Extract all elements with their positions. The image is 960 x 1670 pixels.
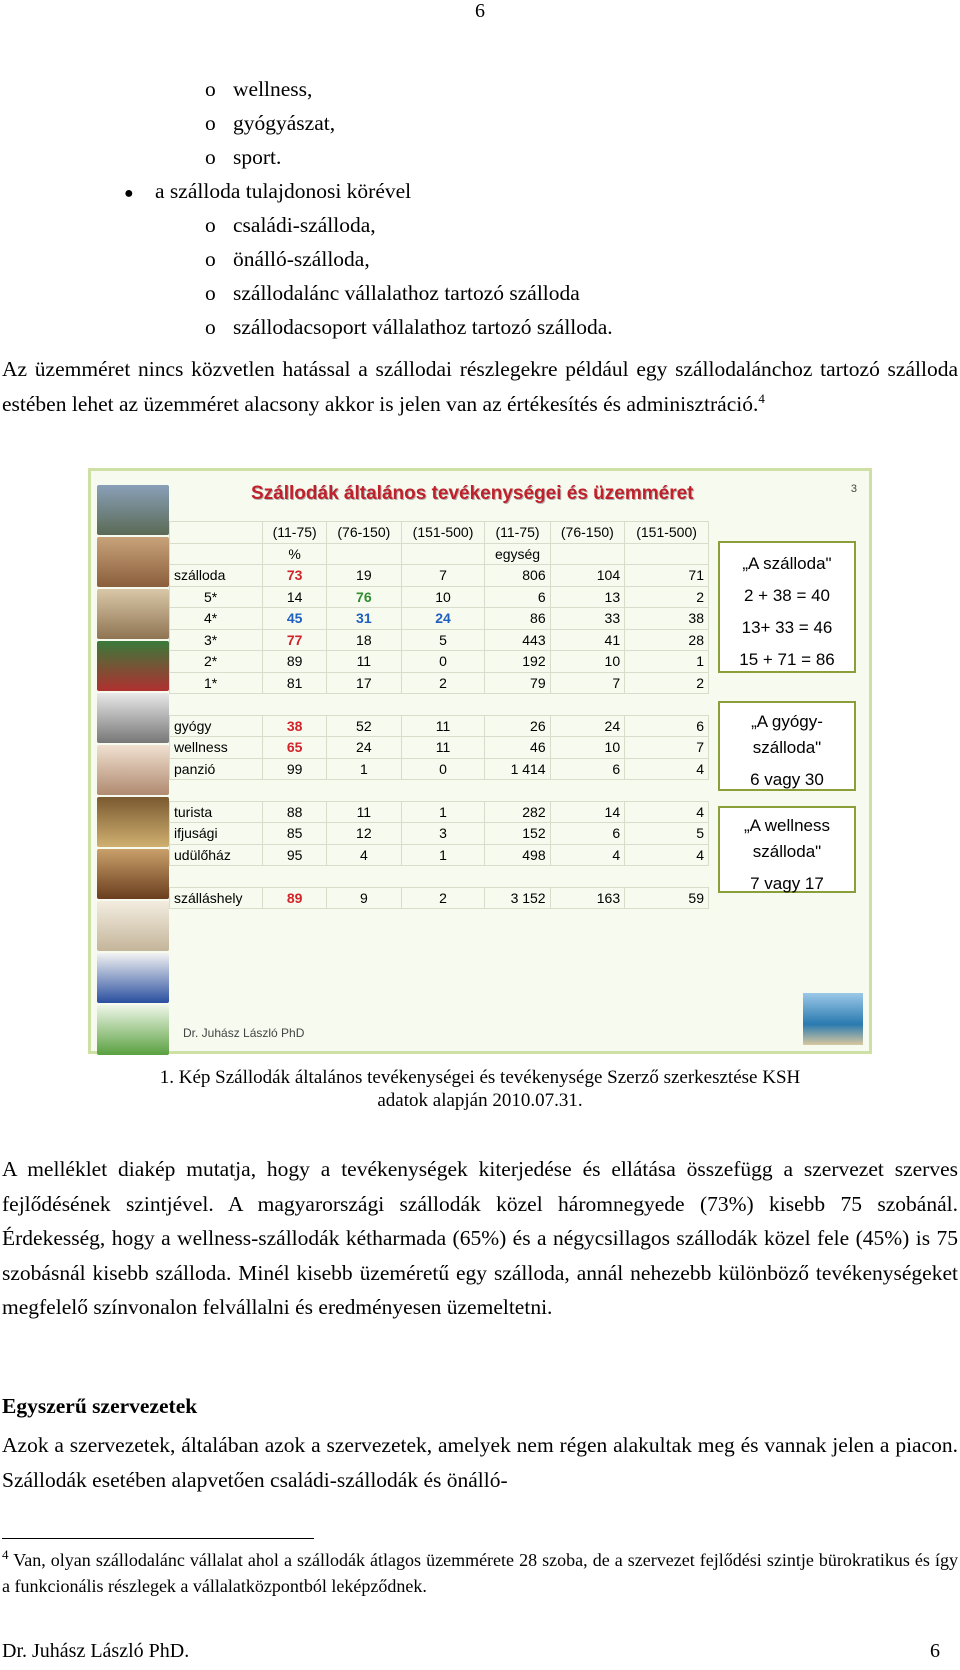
header-range: (76-150) [327, 522, 402, 544]
unit-blank [550, 543, 625, 565]
table-cell: 11 [401, 737, 485, 759]
table-cell: 11 [401, 715, 485, 737]
table-cell: 2 [401, 672, 485, 694]
table-cell: 1 [401, 844, 485, 866]
table-cell: 10 [550, 737, 625, 759]
table-cell: 2 [625, 586, 709, 608]
slide-number: 3 [850, 483, 857, 495]
table-cell: 17 [327, 672, 402, 694]
cart-photo [97, 953, 169, 1003]
paragraph-2: A melléklet diakép mutatja, hogy a tevékenységek kiterjedése és ellátása összefügg a szervezet szerves fejlődésének szintjével. A magyarországi szállodák közel háromnegyede (73%) kisebb 75 szobánál. Érdekesség, hogy a wellness-szállodák kétharmada (65%) és a négycsillagos szállodák közel fele (45%) is 75 szobásnál kisebb szálloda. Minél kisebb üzeméretű egy szálloda, annál nehezebb különböző tevékenységeket megfelelő színvonalon felvállalni és eredményesen üzemeltetni. [2, 1157, 958, 1319]
table-cell: 192 [485, 651, 550, 673]
table-cell: 1 [625, 651, 709, 673]
table-cell: 28 [625, 629, 709, 651]
row-label: 4* [170, 608, 263, 630]
row-label: szálloda [170, 565, 263, 587]
table-header-row [170, 522, 709, 544]
unit-egyseg: egység [485, 543, 550, 565]
table-row [170, 629, 709, 651]
header-range: (11-75) [263, 522, 327, 544]
table-cell: 85 [263, 823, 327, 845]
row-label: udülőház [170, 844, 263, 866]
pool-photo [803, 993, 863, 1045]
table-gap-row [170, 866, 709, 888]
row-label: 2* [170, 651, 263, 673]
room-photo [97, 849, 169, 899]
table-cell: 81 [263, 672, 327, 694]
list-item: o szállodacsoport vállalathoz tartozó szálloda. [205, 315, 613, 339]
table-cell: 4 [327, 844, 402, 866]
table-cell: 99 [263, 758, 327, 780]
table-cell: 1 414 [485, 758, 550, 780]
table-cell: 31 [327, 608, 402, 630]
table-row [170, 715, 709, 737]
slide-title: Szállodák általános tevékenységei és üzemméret [251, 483, 694, 504]
row-label: 5* [170, 586, 263, 608]
header-range: (151-500) [625, 522, 709, 544]
table-cell: 0 [401, 651, 485, 673]
slide-author: Dr. Juhász László PhD [183, 1026, 305, 1040]
table-cell: 104 [550, 565, 625, 587]
table-row [170, 737, 709, 759]
row-label: ifjusági [170, 823, 263, 845]
list-item: o önálló-szálloda, [205, 247, 370, 271]
table-cell: 6 [625, 715, 709, 737]
table-cell: 12 [327, 823, 402, 845]
footnote: $^4$ Van, olyan szállodalánc vállalat ahol a szállodák átlagos üzemmérete 28 szoba, de a szervezet fejlődési szintje bürokratikus és így a funkcionális részlegek a vállalatközpontból leképződnek. [2, 1547, 958, 1596]
list-bottom [205, 208, 613, 344]
table-cell: 77 [263, 629, 327, 651]
table-cell: 152 [485, 823, 550, 845]
unit-blank [401, 543, 485, 565]
table-cell: 71 [625, 565, 709, 587]
data-table [169, 521, 709, 909]
footnote-number: 4 [2, 1547, 9, 1562]
building-photo [97, 537, 169, 587]
list-item: o sport. [205, 145, 282, 169]
row-label: wellness [170, 737, 263, 759]
table-cell: 7 [550, 672, 625, 694]
bar-photo [97, 641, 169, 691]
table-row [170, 801, 709, 823]
row-label: 1* [170, 672, 263, 694]
unit-percent: % [263, 543, 327, 565]
lobby-photo [97, 589, 169, 639]
gap-cell [170, 780, 709, 802]
table-cell: 46 [485, 737, 550, 759]
header-range: (76-150) [550, 522, 625, 544]
table-cell: 24 [550, 715, 625, 737]
unit-blank [625, 543, 709, 565]
table-cell: 3 [401, 823, 485, 845]
table-cell: 7 [401, 565, 485, 587]
table-row [170, 844, 709, 866]
table-cell: 26 [485, 715, 550, 737]
table-cell: 41 [550, 629, 625, 651]
staff-photo [97, 693, 169, 743]
table-cell: 4 [625, 844, 709, 866]
table-cell: 3 152 [485, 887, 550, 909]
table-cell: 65 [263, 737, 327, 759]
cleaning-products-photo [97, 1005, 169, 1055]
unit-blank [327, 543, 402, 565]
list-item: o wellness, [205, 77, 313, 101]
table-row [170, 608, 709, 630]
table-cell: 10 [401, 586, 485, 608]
header-range: (151-500) [401, 522, 485, 544]
table-cell: 2 [625, 672, 709, 694]
row-label: 3* [170, 629, 263, 651]
header-blank [170, 522, 263, 544]
list-item: o gyógyászat, [205, 111, 336, 135]
bullet-icon: ● [124, 185, 134, 202]
table-row [170, 887, 709, 909]
table-cell: 282 [485, 801, 550, 823]
bed-photo [97, 901, 169, 951]
table-cell: 76 [327, 586, 402, 608]
table-cell: 5 [401, 629, 485, 651]
table-row [170, 586, 709, 608]
bullet-item: a szálloda tulajdonosi körével [155, 179, 412, 203]
table-cell: 95 [263, 844, 327, 866]
table-cell: 9 [327, 887, 402, 909]
table-cell: 59 [625, 887, 709, 909]
footnote-ref[interactable]: 4 [758, 390, 765, 406]
table-cell: 498 [485, 844, 550, 866]
section-heading: Egyszerű szervezetek [2, 1394, 198, 1418]
table-cell: 2 [401, 887, 485, 909]
table-cell: 11 [327, 801, 402, 823]
figure-caption: 1. Kép Szállodák általános tevékenységei és tevékenysége Szerző szerkesztése KSH adatok alapján 2010.07.31. [159, 1067, 801, 1111]
table-cell: 4 [625, 801, 709, 823]
header-blank [170, 543, 263, 565]
table-gap-row [170, 694, 709, 716]
table-cell: 24 [401, 608, 485, 630]
table-cell: 6 [550, 758, 625, 780]
header-range: (11-75) [485, 522, 550, 544]
table-cell: 1 [327, 758, 402, 780]
bell-photo [97, 797, 169, 847]
table-cell: 33 [550, 608, 625, 630]
table-cell: 10 [550, 651, 625, 673]
table-cell: 443 [485, 629, 550, 651]
table-cell: 14 [550, 801, 625, 823]
table-cell: 38 [263, 715, 327, 737]
box-wellness: „A wellness szálloda" 7 vagy 17 [718, 806, 856, 893]
table-cell: 88 [263, 801, 327, 823]
table-cell: 806 [485, 565, 550, 587]
list-item: o családi-szálloda, [205, 213, 376, 237]
box-szalloda: „A szálloda" 2 + 38 = 40 13+ 33 = 46 15 + 71 = 86 [718, 541, 856, 673]
table-cell: 14 [263, 586, 327, 608]
table-cell: 11 [327, 651, 402, 673]
paragraph-3: Azok a szervezetek, általában azok a szervezetek, amelyek nem régen alakultak meg és vannak jelen a piacon. Szállodák esetében alapvetően családi-szállodák és önálló- [2, 1433, 958, 1492]
paragraph-1: Az üzemméret nincs közvetlen hatással a szállodai részlegekre például egy szállodalánchoz tartozó szálloda estében lehet az üzemméret alacsony akkor is jelen van az értékesítés és adminisztráció.$^4$ [2, 357, 958, 416]
table-cell: 7 [625, 737, 709, 759]
list-top [205, 72, 335, 174]
table-cell: 4 [550, 844, 625, 866]
slide-figure [88, 468, 872, 1054]
table-row [170, 672, 709, 694]
table-gap-row [170, 780, 709, 802]
row-label: panzió [170, 758, 263, 780]
table-cell: 79 [485, 672, 550, 694]
table-unit-row [170, 543, 709, 565]
photo-strip [97, 485, 169, 1057]
table-row [170, 651, 709, 673]
page-number-top: 6 [475, 0, 485, 22]
table-cell: 45 [263, 608, 327, 630]
row-label: gyógy [170, 715, 263, 737]
table-cell: 5 [625, 823, 709, 845]
footer-page-number: 6 [930, 1640, 940, 1662]
footnote-divider [2, 1538, 314, 1539]
list-item: o szállodalánc vállalathoz tartozó szálloda [205, 281, 580, 305]
table-cell: 0 [401, 758, 485, 780]
table-cell: 6 [550, 823, 625, 845]
table-cell: 24 [327, 737, 402, 759]
row-label: turista [170, 801, 263, 823]
gap-cell [170, 866, 709, 888]
table-cell: 4 [625, 758, 709, 780]
table-cell: 89 [263, 887, 327, 909]
table-cell: 89 [263, 651, 327, 673]
row-label: szálláshely [170, 887, 263, 909]
table-cell: 6 [485, 586, 550, 608]
table-row [170, 565, 709, 587]
table-cell: 52 [327, 715, 402, 737]
table-cell: 163 [550, 887, 625, 909]
table-cell: 19 [327, 565, 402, 587]
table-cell: 73 [263, 565, 327, 587]
box-gyogy: „A gyógy- szálloda" 6 vagy 30 [718, 701, 856, 791]
table-cell: 13 [550, 586, 625, 608]
portrait-photo [97, 485, 169, 535]
gap-cell [170, 694, 709, 716]
footer-author: Dr. Juhász László PhD. [2, 1640, 190, 1662]
spa-photo [97, 745, 169, 795]
table-cell: 18 [327, 629, 402, 651]
table-row [170, 758, 709, 780]
table-cell: 38 [625, 608, 709, 630]
table-cell: 1 [401, 801, 485, 823]
table-cell: 86 [485, 608, 550, 630]
table-row [170, 823, 709, 845]
